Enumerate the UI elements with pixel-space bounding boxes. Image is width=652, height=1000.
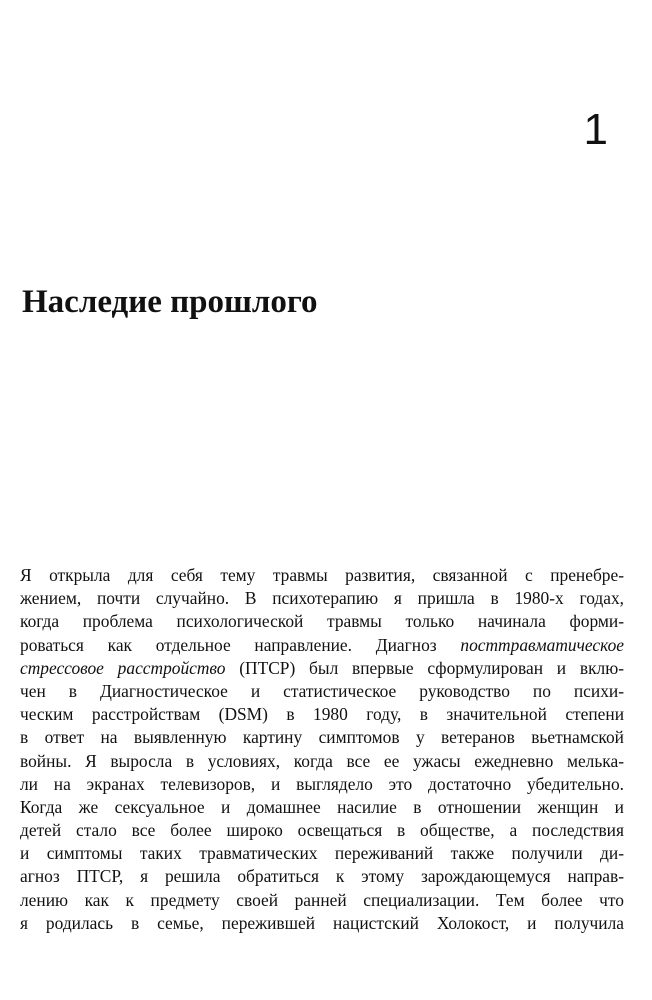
text-line: войны. Я выросла в условиях, когда все ее ужасы ежедневно мелька- (20, 750, 624, 771)
text-line: я родилась в семье, пережившей нацистский Холокост, и получила (20, 912, 624, 933)
text-line: ли на экранах телевизоров, и выглядело это достаточно убедительно. (20, 773, 624, 794)
text-line: детей стало все более широко освещаться в обществе, а последствия (20, 820, 624, 841)
text-line: агноз ПТСР, я решила обратиться к этому зарождающемуся направ- (20, 866, 624, 887)
text-line: лению как к предмету своей ранней специализации. Тем более что (20, 889, 624, 910)
text-line: в ответ на выявленную картину симптомов у ветеранов вьетнамской (20, 727, 624, 748)
chapter-number: 1 (583, 105, 608, 154)
text-line: роваться как отдельное направление. Диагноз посттравматическое (20, 634, 624, 655)
text-line: стрессовое расстройство (ПТСР) был впервые сформулирован и вклю- (20, 657, 624, 678)
italic-term: посттравматическое (460, 634, 624, 655)
body-paragraph (20, 564, 624, 935)
text-line: ческим расстройствам (DSM) в 1980 году, в значительной степени (20, 704, 624, 725)
text-line: Я открыла для себя тему травмы развития, связанной с пренебре- (20, 565, 624, 585)
text-line: и симптомы таких травматических переживаний также получили ди- (20, 843, 624, 864)
italic-term: стрессовое расстройство (20, 657, 226, 678)
text-line: когда проблема психологической травмы только начинала форми- (20, 611, 624, 632)
chapter-title: Наследие прошлого (22, 284, 318, 320)
text-line: Когда же сексуальное и домашнее насилие в отношении женщин и (20, 796, 624, 817)
text-line: жением, почти случайно. В психотерапию я пришла в 1980-х годах, (20, 588, 624, 609)
text-line: чен в Диагностическое и статистическое руководство по психи- (20, 680, 624, 701)
